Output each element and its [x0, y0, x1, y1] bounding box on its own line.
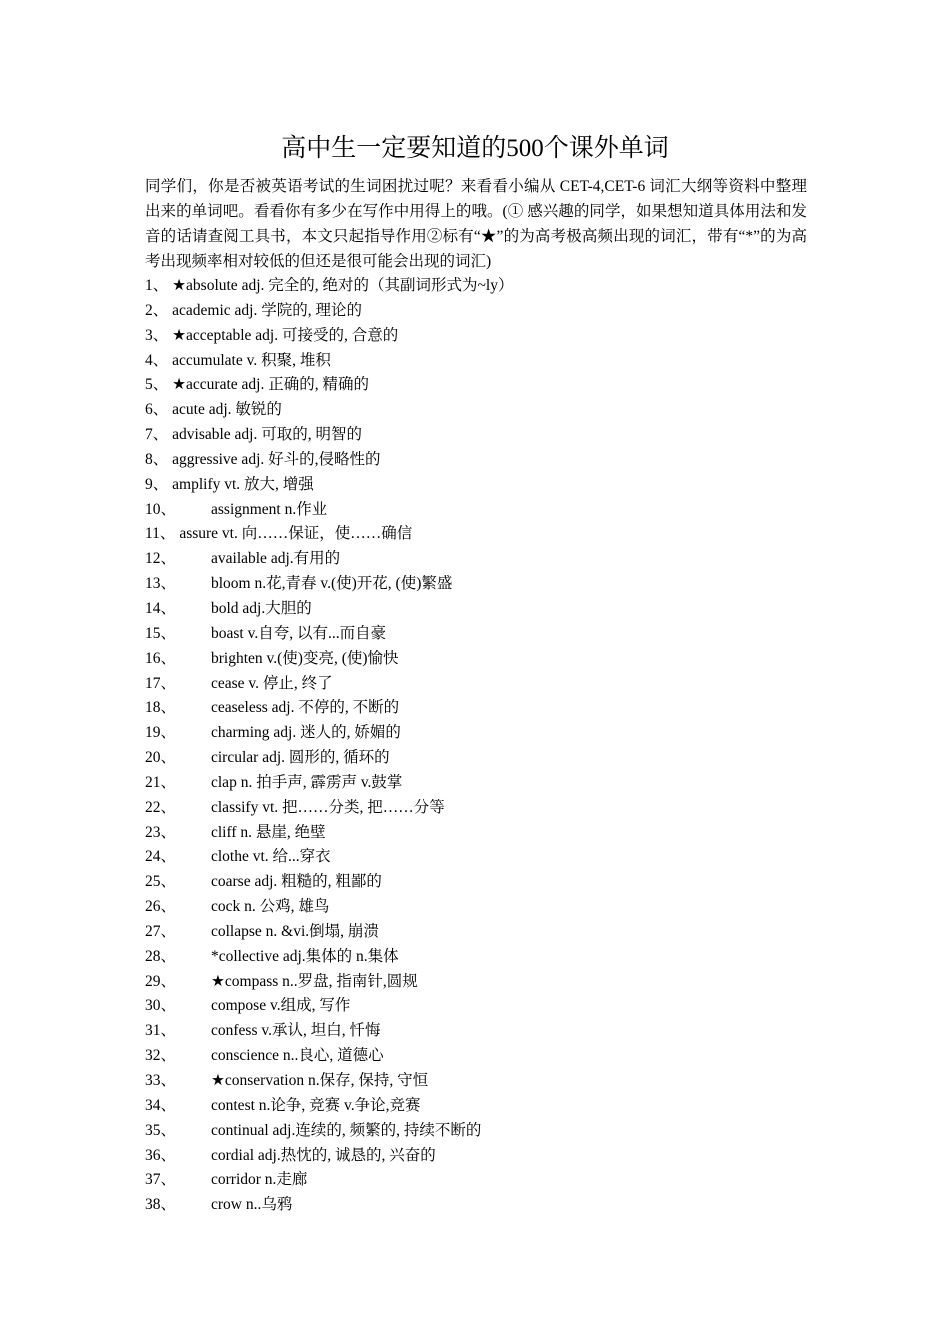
vocabulary-item [145, 1044, 825, 1069]
item-number: 35、 [145, 1121, 177, 1139]
vocabulary-item [145, 821, 825, 846]
item-entry: *collective adj.集体的 n.集体 [211, 947, 399, 965]
item-number: 38、 [145, 1196, 177, 1214]
item-number: 12、 [145, 550, 177, 568]
item-entry: compose v.组成, 写作 [211, 997, 351, 1015]
vocabulary-item [145, 895, 825, 920]
item-number: 7、 [145, 426, 169, 444]
item-entry: boast v.自夸, 以有...而自豪 [211, 624, 387, 642]
item-number: 29、 [145, 972, 177, 990]
item-entry: ★accurate adj. 正确的, 精确的 [172, 376, 369, 394]
item-number: 8、 [145, 450, 169, 468]
item-number: 28、 [145, 947, 177, 965]
item-number: 11、 [145, 525, 176, 543]
item-entry: coarse adj. 粗糙的, 粗鄙的 [211, 873, 382, 891]
item-entry: brighten v.(使)变亮, (使)愉快 [211, 649, 399, 667]
item-entry: cliff n. 悬崖, 绝壁 [211, 823, 326, 841]
vocabulary-item [145, 622, 825, 647]
item-entry: academic adj. 学院的, 理论的 [172, 301, 362, 319]
vocabulary-item [145, 696, 825, 721]
vocabulary-item [145, 423, 825, 448]
item-number: 34、 [145, 1096, 177, 1114]
item-number: 13、 [145, 575, 177, 593]
vocabulary-item [145, 970, 825, 995]
item-entry: corridor n.走廊 [211, 1171, 308, 1189]
item-entry: clap n. 拍手声, 霹雳声 v.鼓掌 [211, 773, 403, 791]
item-number: 15、 [145, 624, 177, 642]
item-entry: amplify vt. 放大, 增强 [172, 475, 314, 493]
vocabulary-item [145, 945, 825, 970]
vocabulary-item [145, 547, 825, 572]
item-number: 23、 [145, 823, 177, 841]
item-entry: available adj.有用的 [211, 550, 341, 568]
vocabulary-item [145, 299, 825, 324]
item-number: 24、 [145, 848, 177, 866]
vocabulary-item [145, 796, 825, 821]
vocabulary-item [145, 1119, 825, 1144]
vocabulary-item [145, 522, 825, 547]
item-number: 26、 [145, 898, 177, 916]
item-entry: cordial adj.热忱的, 诚恳的, 兴奋的 [211, 1146, 436, 1164]
item-number: 25、 [145, 873, 177, 891]
item-entry: cock n. 公鸡, 雄鸟 [211, 898, 330, 916]
item-entry: ★conservation n.保存, 保持, 守恒 [211, 1072, 429, 1089]
vocabulary-item [145, 373, 825, 398]
item-number: 22、 [145, 798, 177, 816]
item-entry: collapse n. &vi.倒塌, 崩溃 [211, 922, 379, 940]
item-number: 32、 [145, 1047, 177, 1065]
vocabulary-item [145, 746, 825, 771]
item-number: 17、 [145, 674, 177, 692]
vocabulary-item [145, 324, 825, 349]
item-number: 16、 [145, 649, 177, 667]
item-entry: ceaseless adj. 不停的, 不断的 [211, 699, 400, 717]
item-number: 21、 [145, 773, 177, 791]
item-number: 19、 [145, 724, 177, 742]
item-entry: circular adj. 圆形的, 循环的 [211, 749, 390, 767]
vocabulary-item [145, 274, 825, 299]
item-number: 1、 [145, 277, 169, 294]
item-entry: continual adj.连续的, 频繁的, 持续不断的 [211, 1121, 482, 1139]
vocabulary-list [145, 274, 825, 1218]
item-entry: crow n..乌鸦 [211, 1196, 293, 1214]
item-number: 10、 [145, 500, 177, 518]
item-number: 31、 [145, 1022, 177, 1040]
vocabulary-item [145, 572, 825, 597]
item-number: 30、 [145, 997, 177, 1015]
document-title: 高中生一定要知道的500个课外单词 [281, 135, 669, 162]
item-entry: classify vt. 把……分类, 把……分等 [211, 798, 445, 816]
vocabulary-item [145, 721, 825, 746]
item-number: 18、 [145, 699, 177, 717]
item-entry: advisable adj. 可取的, 明智的 [172, 426, 362, 444]
item-number: 33、 [145, 1072, 177, 1089]
vocabulary-item [145, 845, 825, 870]
vocabulary-item [145, 498, 825, 523]
vocabulary-item [145, 1069, 825, 1094]
vocabulary-item [145, 1193, 825, 1218]
item-entry: clothe vt. 给...穿衣 [211, 848, 331, 866]
intro-text: 同学们，你是否被英语考试的生词困扰过呢？来看看小编从 CET-4,CET-6 词汇大纲等资料中整理出来的单词吧。看看你有多少在写作中用得上的哦。(① 感兴趣的同学，如果想知道具体用法和发音的话请查阅工具书，本文只起指导作用②标有“★”的为高考极高频出现的词汇，带有“*”的为高考出现频率相对较低的但还是很可能会出现的词汇) [145, 178, 807, 270]
vocabulary-item [145, 398, 825, 423]
intro-paragraph [145, 174, 807, 274]
item-number: 3、 [145, 326, 169, 344]
item-number: 37、 [145, 1171, 177, 1189]
item-number: 9、 [145, 475, 169, 493]
vocabulary-item [145, 647, 825, 672]
item-entry: assignment n.作业 [211, 500, 328, 518]
item-number: 5、 [145, 376, 169, 394]
vocabulary-item [145, 448, 825, 473]
item-entry: bloom n.花,青春 v.(使)开花, (使)繁盛 [211, 575, 453, 593]
item-entry: confess v.承认, 坦白, 忏悔 [211, 1022, 381, 1040]
item-number: 6、 [145, 401, 169, 419]
item-entry: ★acceptable adj. 可接受的, 合意的 [172, 326, 399, 344]
item-entry: bold adj.大胆的 [211, 599, 312, 617]
item-number: 27、 [145, 922, 177, 940]
vocabulary-item [145, 672, 825, 697]
item-entry: acute adj. 敏锐的 [172, 401, 282, 419]
item-number: 4、 [145, 351, 169, 369]
vocabulary-item [145, 1094, 825, 1119]
item-entry: ★absolute adj. 完全的, 绝对的（其副词形式为~ly） [172, 277, 514, 294]
vocabulary-item [145, 870, 825, 895]
item-number: 14、 [145, 599, 177, 617]
item-number: 36、 [145, 1146, 177, 1164]
vocabulary-item [145, 771, 825, 796]
vocabulary-item [145, 349, 825, 374]
vocabulary-item [145, 597, 825, 622]
item-entry: charming adj. 迷人的, 娇媚的 [211, 724, 401, 742]
item-entry: accumulate v. 积聚, 堆积 [172, 351, 331, 369]
item-entry: aggressive adj. 好斗的,侵略性的 [172, 450, 381, 468]
item-entry: assure vt. 向……保证，使……确信 [179, 525, 413, 543]
item-entry: cease v. 停止, 终了 [211, 674, 333, 692]
vocabulary-item [145, 1144, 825, 1169]
item-number: 20、 [145, 749, 177, 767]
vocabulary-item [145, 473, 825, 498]
item-entry: ★compass n..罗盘, 指南针,圆规 [211, 972, 418, 990]
vocabulary-item [145, 1019, 825, 1044]
item-entry: contest n.论争, 竞赛 v.争论,竞赛 [211, 1096, 421, 1114]
item-entry: conscience n..良心, 道德心 [211, 1047, 384, 1065]
vocabulary-item [145, 920, 825, 945]
vocabulary-item [145, 994, 825, 1019]
vocabulary-item [145, 1168, 825, 1193]
item-number: 2、 [145, 301, 169, 319]
